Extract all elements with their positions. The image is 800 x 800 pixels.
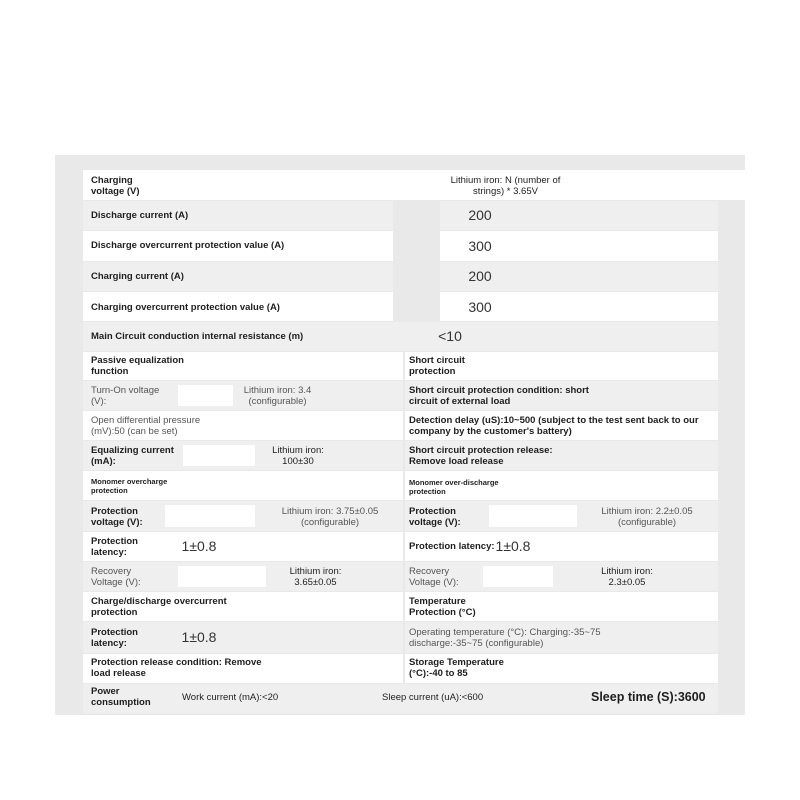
blank-field	[178, 385, 233, 406]
blank-field	[178, 566, 266, 587]
row-short-circuit	[405, 352, 718, 380]
od-recovery-value: Lithium iron: 2.3±0.05	[601, 566, 653, 588]
oc-recovery-label: Recovery Voltage (V):	[91, 566, 141, 588]
row-oc-protection-voltage	[83, 501, 403, 531]
row-passive-equalization	[83, 352, 403, 380]
charging-voltage-label: Charging voltage (V)	[91, 175, 140, 197]
row-oc-recovery	[83, 562, 403, 591]
row-detection-delay	[405, 411, 718, 440]
row-od-protection-voltage	[405, 501, 718, 531]
detection-delay-label: Detection delay (uS):10~500 (subject to the test sent back to our company by the customer's battery)	[409, 415, 699, 437]
turn-on-voltage-value: Lithium iron: 3.4 (configurable)	[243, 385, 312, 407]
release-condition-label: Protection release condition: Remove load release	[91, 657, 262, 679]
od-protection-voltage-value: Lithium iron: 2.2±0.05 (configurable)	[601, 506, 693, 528]
row-monomer-overdischarge	[405, 471, 718, 500]
blank-field	[483, 566, 553, 587]
charging-current-label: Charging current (A)	[91, 271, 184, 282]
work-current: Work current (mA):<20	[182, 692, 279, 703]
charging-current-value: 200	[468, 268, 492, 284]
charging-current-value-cell	[440, 262, 718, 291]
row-temperature	[405, 592, 718, 621]
blank-field	[489, 505, 577, 527]
monomer-overcharge-label: Monomer overcharge protection	[91, 477, 168, 495]
discharge-overcurrent-value-cell	[440, 231, 718, 261]
row-od-recovery	[405, 562, 718, 591]
row-charging-voltage	[83, 170, 773, 200]
od-protection-voltage-label: Protection voltage (V):	[409, 506, 461, 528]
discharge-current-value: 200	[468, 207, 492, 223]
internal-resistance-label: Main Circuit conduction internal resistance (m)	[91, 331, 304, 342]
storage-temperature-label: Storage Temperature (°C):-40 to 85	[409, 657, 504, 679]
od-latency-label: Protection latency:	[409, 541, 495, 552]
row-release-condition	[83, 654, 403, 683]
row-cd-latency	[83, 622, 403, 653]
monomer-overdischarge-label: Monomer over-discharge protection	[409, 478, 499, 496]
equalizing-current-label: Equalizing current (mA):	[91, 445, 174, 467]
internal-resistance-value: <10	[438, 328, 462, 344]
short-circuit-label: Short circuit protection	[409, 355, 465, 377]
temperature-label: Temperature Protection (°C)	[409, 596, 476, 618]
open-differential-label: Open differential pressure (mV):50 (can be set)	[91, 415, 201, 437]
charging-overcurrent-value: 300	[468, 299, 492, 315]
row-monomer-overcharge	[83, 471, 403, 500]
blank-field	[183, 445, 255, 466]
row-power-consumption	[83, 684, 718, 713]
cd-latency-value: 1±0.8	[181, 629, 217, 645]
charging-overcurrent-value-cell	[440, 292, 718, 321]
oc-protection-voltage-label: Protection voltage (V):	[91, 506, 143, 528]
row-charging-overcurrent	[83, 292, 393, 321]
cd-latency-label: Protection latency:	[91, 627, 138, 649]
row-open-differential	[83, 411, 403, 440]
row-internal-resistance	[83, 322, 718, 351]
operating-temperature-label: Operating temperature (°C): Charging:-35~75 discharge:-35~75 (configurable)	[409, 627, 601, 649]
row-oc-latency	[83, 532, 403, 561]
oc-recovery-value: Lithium iron: 3.65±0.05	[289, 566, 342, 588]
sleep-time: Sleep time (S):3600	[591, 690, 706, 704]
charging-overcurrent-label: Charging overcurrent protection value (A)	[91, 302, 280, 313]
row-sc-release	[405, 441, 718, 470]
row-turn-on-voltage	[83, 381, 403, 410]
row-sc-condition	[405, 381, 718, 410]
discharge-overcurrent-value: 300	[468, 238, 492, 254]
discharge-current-label: Discharge current (A)	[91, 210, 189, 221]
row-discharge-overcurrent	[83, 231, 393, 261]
row-cd-overcurrent	[83, 592, 403, 621]
row-charging-current	[83, 262, 393, 291]
row-operating-temperature	[405, 622, 718, 653]
charging-voltage-value: Lithium iron: N (number of strings) * 3.65V	[450, 175, 561, 197]
row-od-latency	[405, 532, 718, 561]
oc-protection-voltage-value: Lithium iron: 3.75±0.05 (configurable)	[281, 506, 379, 528]
sleep-current: Sleep current (uA):<600	[382, 692, 484, 703]
passive-equalization-label: Passive equalization function	[91, 355, 184, 377]
turn-on-voltage-label: Turn-On voltage (V):	[91, 385, 160, 407]
oc-latency-label: Protection latency:	[91, 536, 138, 558]
row-storage-temperature	[405, 654, 718, 683]
row-equalizing-current	[83, 441, 403, 470]
od-latency-value: 1±0.8	[495, 538, 531, 554]
power-consumption-label: Power consumption	[91, 686, 151, 708]
cd-overcurrent-label: Charge/discharge overcurrent protection	[91, 596, 227, 618]
row-discharge-current	[83, 201, 393, 230]
equalizing-current-value: Lithium iron: 100±30	[272, 445, 324, 467]
oc-latency-value: 1±0.8	[181, 538, 217, 554]
sc-release-label: Short circuit protection release: Remove load release	[409, 445, 553, 467]
blank-field	[165, 505, 255, 527]
od-recovery-label: Recovery Voltage (V):	[409, 566, 459, 588]
discharge-overcurrent-label: Discharge overcurrent protection value (A)	[91, 240, 285, 251]
discharge-current-value-cell	[440, 201, 718, 230]
sc-condition-label: Short circuit protection condition: short circuit of external load	[409, 385, 589, 407]
